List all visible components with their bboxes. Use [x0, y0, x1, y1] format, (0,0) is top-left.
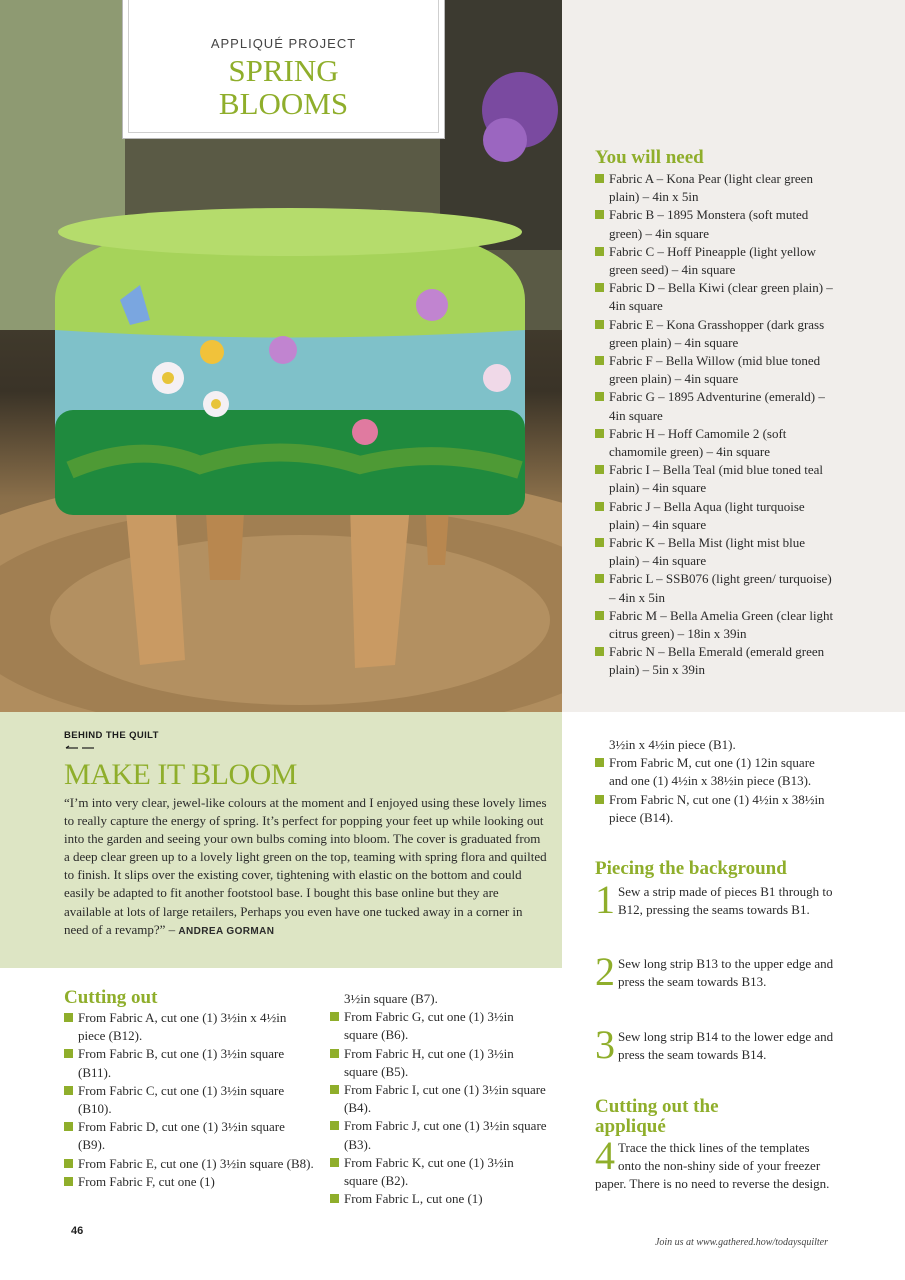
bullet-square-icon: [330, 1158, 339, 1167]
cutting-list-col2-items: [330, 1008, 550, 1208]
list-item: From Fabric B, cut one (1) 3½in square (B11).: [64, 1045, 314, 1081]
bullet-square-icon: [330, 1194, 339, 1203]
bullet-square-icon: [64, 1177, 73, 1186]
list-item: Fabric N – Bella Emerald (emerald green plain) – 5in x 39in: [595, 643, 835, 679]
applique-heading: Cutting out the appliqué: [595, 1096, 719, 1137]
title-box: [122, 0, 445, 139]
bullet-square-icon: [595, 320, 604, 329]
list-item: Fabric F – Bella Willow (mid blue toned green plain) – 4in square: [595, 352, 835, 388]
bullet-square-icon: [330, 1085, 339, 1094]
cutting-list-col1: [64, 1009, 314, 1191]
bullet-square-icon: [64, 1086, 73, 1095]
list-item: Fabric D – Bella Kiwi (clear green plain) – 4in square: [595, 279, 835, 315]
list-item: From Fabric I, cut one (1) 3½in square (B4).: [330, 1081, 550, 1117]
step-number: 4: [595, 1133, 615, 1178]
bullet-square-icon: [595, 429, 604, 438]
continued-line: 3½in square (B7).: [344, 991, 438, 1006]
make-it-bloom-title: MAKE IT BLOOM: [64, 758, 297, 791]
arrow-left-icon: [64, 745, 96, 751]
project-title-line2: BLOOMS: [218, 86, 349, 121]
cutting-list-col3: [595, 736, 835, 827]
bullet-square-icon: [595, 392, 604, 401]
you-will-need-panel: [562, 0, 905, 712]
bullet-square-icon: [595, 210, 604, 219]
designer-quote: “I’m into very clear, jewel-like colours at the moment and I enjoyed using these lovely limes to really capture the energy of spring. It’s perfect for popping your feet up while looking out into the garden and seeing your own bulbs coming into bloom. The cover is graduated from a deep clear green up to a lovely light green on the top, teaming with spring flora and quilted to finish. It slips over the existing cover, tightening with elastic on the bottom and could easily be adapted to fit another footstool base. I bought this base online but they are available at lots of large retailers, Perhaps you even have one tucked away in a corner in need of a revamp?” – ANDREA GORMAN: [64, 795, 547, 937]
continued-line: 3½in x 4½in piece (B1).: [609, 737, 736, 752]
bullet-square-icon: [595, 611, 604, 620]
step-1: 1 Sew a strip made of pieces B1 through to B12, pressing the seams towards B1.: [595, 877, 833, 922]
cutting-list-col2: [330, 990, 550, 1208]
bullet-square-icon: [330, 1049, 339, 1058]
list-item: From Fabric J, cut one (1) 3½in square (B3).: [330, 1117, 550, 1153]
materials-list: [595, 170, 835, 680]
bullet-square-icon: [595, 538, 604, 547]
bullet-square-icon: [595, 356, 604, 365]
list-item: Fabric M – Bella Amelia Green (clear light citrus green) – 18in x 39in: [595, 607, 835, 643]
bullet-square-icon: [595, 502, 604, 511]
list-item: From Fabric N, cut one (1) 4½in x 38½in piece (B14).: [595, 791, 835, 827]
piecing-heading: Piecing the background: [595, 858, 787, 879]
list-item: Fabric J – Bella Aqua (light turquoise plain) – 4in square: [595, 498, 835, 534]
project-title-line1: SPRING: [228, 53, 339, 88]
list-item: Fabric B – 1895 Monstera (soft muted green) – 4in square: [595, 206, 835, 242]
applique-section: [595, 1097, 835, 1194]
bullet-square-icon: [330, 1012, 339, 1021]
bullet-square-icon: [595, 574, 604, 583]
footer-url: Join us at www.gathered.how/todaysquilter: [654, 1237, 828, 1248]
list-item: From Fabric C, cut one (1) 3½in square (B10).: [64, 1082, 314, 1118]
list-item: Fabric L – SSB076 (light green/ turquoise) – 4in x 5in: [595, 570, 835, 606]
list-item: From Fabric E, cut one (1) 3½in square (B8).: [64, 1155, 314, 1173]
list-item: Fabric H – Hoff Camomile 2 (soft chamomile green) – 4in square: [595, 425, 835, 461]
cutting-out-heading: Cutting out: [64, 987, 158, 1008]
step-number: 3: [595, 1022, 615, 1067]
list-item: Fabric A – Kona Pear (light clear green plain) – 4in x 5in: [595, 170, 835, 206]
title-box-frame: [128, 0, 439, 133]
list-item: Fabric I – Bella Teal (mid blue toned teal plain) – 4in square: [595, 461, 835, 497]
piecing-section: [595, 858, 835, 922]
list-item: From Fabric L, cut one (1): [330, 1190, 550, 1208]
page-number: 46: [71, 1225, 84, 1237]
step-3: 3 Sew long strip B14 to the lower edge and press the seam towards B14.: [595, 1022, 834, 1067]
bullet-square-icon: [595, 465, 604, 474]
bullet-square-icon: [64, 1013, 73, 1022]
bullet-square-icon: [595, 647, 604, 656]
list-item: Fabric K – Bella Mist (light mist blue plain) – 4in square: [595, 534, 835, 570]
list-item: From Fabric H, cut one (1) 3½in square (B5).: [330, 1045, 550, 1081]
hero-photo: [0, 0, 562, 712]
bullet-square-icon: [64, 1159, 73, 1168]
list-item: From Fabric D, cut one (1) 3½in square (B9).: [64, 1118, 314, 1154]
bullet-square-icon: [595, 174, 604, 183]
behind-the-quilt-kicker: BEHIND THE QUILT: [64, 730, 159, 741]
cutting-list-col3-items: [595, 754, 835, 827]
step-number: 2: [595, 949, 615, 994]
you-will-need-heading: You will need: [595, 147, 704, 168]
bullet-square-icon: [595, 247, 604, 256]
step-4: 4 Trace the thick lines of the templates onto the non-shiny side of your freezer paper. There is no need to reverse the design.: [595, 1133, 830, 1192]
list-item: From Fabric M, cut one (1) 12in square and one (1) 4½in x 38½in piece (B13).: [595, 754, 835, 790]
list-item: From Fabric F, cut one (1): [64, 1173, 314, 1191]
list-item: From Fabric A, cut one (1) 3½in x 4½in piece (B12).: [64, 1009, 314, 1045]
list-item: Fabric C – Hoff Pineapple (light yellow green seed) – 4in square: [595, 243, 835, 279]
project-kicker: APPLIQUÉ PROJECT: [210, 36, 357, 51]
bullet-square-icon: [64, 1122, 73, 1131]
list-item: From Fabric K, cut one (1) 3½in square (B2).: [330, 1154, 550, 1190]
behind-the-quilt-panel: [0, 712, 562, 968]
bullet-square-icon: [595, 795, 604, 804]
list-item: From Fabric G, cut one (1) 3½in square (B6).: [330, 1008, 550, 1044]
step-2: 2 Sew long strip B13 to the upper edge and press the seam towards B13.: [595, 949, 834, 994]
bullet-square-icon: [595, 283, 604, 292]
designer-name: ANDREA GORMAN: [178, 925, 275, 937]
bullet-square-icon: [595, 758, 604, 767]
list-item: Fabric E – Kona Grasshopper (dark grass green plain) – 4in square: [595, 316, 835, 352]
list-item: Fabric G – 1895 Adventurine (emerald) – 4in square: [595, 388, 835, 424]
bullet-square-icon: [330, 1121, 339, 1130]
step-number: 1: [595, 877, 615, 922]
bullet-square-icon: [64, 1049, 73, 1058]
